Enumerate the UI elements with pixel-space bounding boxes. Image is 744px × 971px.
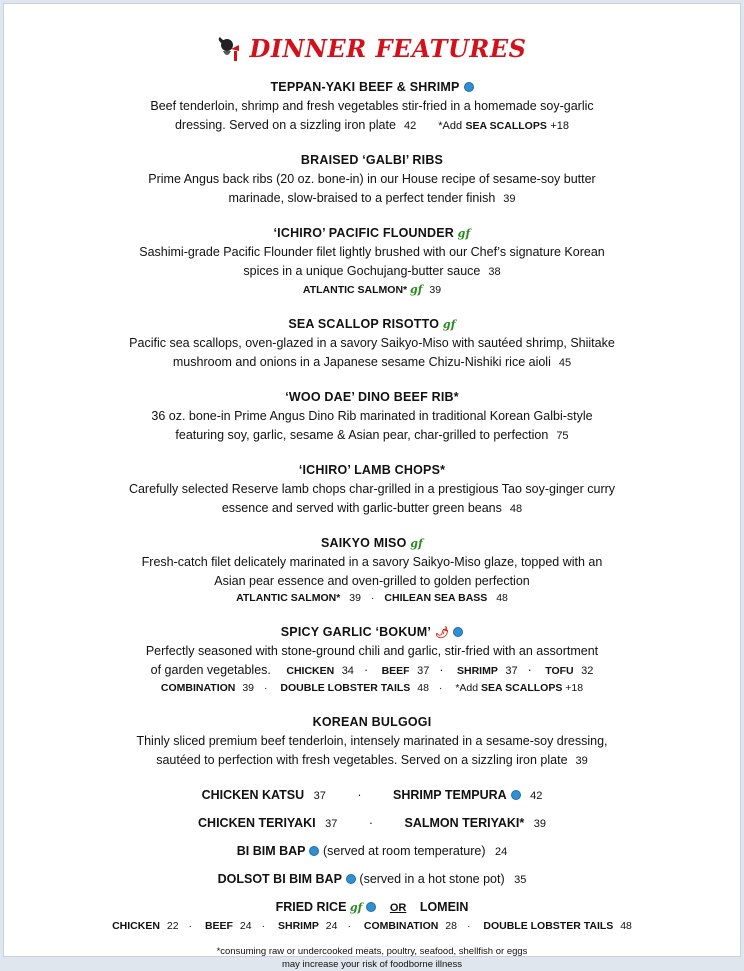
menu-item xyxy=(4,226,740,299)
item-name: CHICKEN KATSU xyxy=(201,788,305,802)
fried-rice-row xyxy=(4,900,740,914)
choice-price: 37 xyxy=(505,664,518,677)
item-desc: Fresh-catch filet delicately marinated in a savory Saikyo-Miso glaze, topped with an xyxy=(141,555,603,569)
gluten-free-mark: gf xyxy=(457,227,471,240)
choice-name: COMBINATION xyxy=(160,682,236,694)
option-name: ATLANTIC SALMON* xyxy=(236,592,341,604)
noodle-bowl-icon xyxy=(366,902,376,912)
option-price: 39 xyxy=(429,284,442,296)
addon-item: SEA SCALLOPS xyxy=(481,682,563,694)
menu-item xyxy=(4,80,740,135)
item-name: ‘WOO DAE’ DINO BEEF RIB* xyxy=(285,390,459,404)
item-desc: featuring soy, garlic, sesame & Asian pear, char-grilled to perfection xyxy=(175,427,549,442)
separator-dot: · xyxy=(363,662,369,677)
menu-item xyxy=(4,715,740,770)
item-name: BRAISED ‘GALBI’ RIBS xyxy=(300,153,444,167)
choice-price: 28 xyxy=(445,920,457,932)
pair-row xyxy=(4,788,740,802)
separator-dot: · xyxy=(527,662,532,677)
gluten-free-mark: gf xyxy=(410,537,424,550)
item-price: 38 xyxy=(488,265,501,278)
choice-name: SHRIMP xyxy=(278,920,319,932)
noodle-bowl-icon xyxy=(511,790,521,800)
item-note: (served at room temperature) xyxy=(322,844,486,858)
addon-label: *Add xyxy=(455,682,479,694)
option-price: 39 xyxy=(349,592,361,604)
choice-name: TOFU xyxy=(545,664,574,677)
menu-item xyxy=(4,625,740,697)
item-price: 42 xyxy=(403,119,417,132)
item-price: 75 xyxy=(556,429,569,442)
item-desc: sautéed to perfection with fresh vegetables. Served on a sizzling iron plate xyxy=(156,752,568,767)
menu-item xyxy=(4,536,740,607)
fried-choices xyxy=(4,918,740,935)
chef-logo-icon xyxy=(217,35,243,63)
item-name: SPICY GARLIC ‘BOKUM’ xyxy=(280,625,432,639)
item-desc: Asian pear essence and oven-grilled to golden perfection xyxy=(214,573,530,588)
item-name: ‘ICHIRO’ LAMB CHOPS* xyxy=(298,463,446,477)
item-name: SALMON TERIYAKI* xyxy=(404,816,525,830)
item-name: SHRIMP TEMPURA xyxy=(393,788,507,802)
item-desc: of garden vegetables. xyxy=(150,662,271,677)
item-name: BI BIM BAP xyxy=(236,844,306,858)
choice-price: 48 xyxy=(620,920,632,932)
item-price: 37 xyxy=(313,790,326,802)
item-note: (served in a hot stone pot) xyxy=(359,872,505,886)
separator-dot: · xyxy=(438,682,443,694)
item-desc: mushroom and onions in a Japanese sesame Chizu-Nishiki rice aioli xyxy=(172,354,551,369)
choice-price: 32 xyxy=(581,664,594,677)
option-name: ATLANTIC SALMON* xyxy=(302,284,408,296)
choice-name: SHRIMP xyxy=(457,664,498,677)
item-desc: Perfectly seasoned with stone-ground chili and garlic, stir-fried with an assortment xyxy=(145,644,599,658)
option-price: 48 xyxy=(496,592,508,604)
footnote xyxy=(4,945,740,971)
bibimbap-row xyxy=(4,844,740,858)
item-name: SEA SCALLOP RISOTTO xyxy=(288,317,440,331)
item-price: 35 xyxy=(514,874,527,886)
item-desc: Pacific sea scallops, oven-glazed in a savory Saikyo-Miso with sautéed shrimp, Shiitake xyxy=(129,336,615,350)
noodle-bowl-icon xyxy=(346,874,356,884)
menu-item xyxy=(4,317,740,372)
separator-dot: · xyxy=(357,788,362,802)
item-desc: essence and served with garlic-butter green beans xyxy=(221,500,502,515)
item-desc: spices in a unique Gochujang-butter sauce xyxy=(243,263,481,278)
menu-page xyxy=(3,3,741,970)
item-desc: 36 oz. bone-in Prime Angus Dino Rib marinated in traditional Korean Galbi-style xyxy=(151,409,593,423)
title-group xyxy=(217,34,526,63)
item-desc: Carefully selected Reserve lamb chops char-grilled in a prestigious Tao soy-ginger curry xyxy=(128,482,616,496)
choice-name: BEEF xyxy=(381,664,410,677)
menu-header xyxy=(4,34,740,68)
choice-name: DOUBLE LOBSTER TAILS xyxy=(483,920,614,932)
choice-price: 48 xyxy=(417,682,429,694)
item-desc: Beef tenderloin, shrimp and fresh vegetables stir-fried in a homemade soy-garlic xyxy=(150,99,594,113)
noodle-bowl-icon xyxy=(464,82,474,92)
menu-item xyxy=(4,463,740,518)
noodle-bowl-icon xyxy=(309,846,319,856)
dolsot-row xyxy=(4,872,740,886)
separator-dot: · xyxy=(347,920,351,932)
item-desc: marinade, slow-braised to a perfect tender finish xyxy=(228,190,496,205)
item-price: 39 xyxy=(533,818,546,830)
chili-pepper-icon: 🌶 xyxy=(435,627,450,639)
menu-content xyxy=(4,80,740,971)
item-desc: Prime Angus back ribs (20 oz. bone-in) in our House recipe of sesame-soy butter xyxy=(148,172,596,186)
footnote-line: *consuming raw or undercooked meats, poultry, seafood, shellfish or eggs xyxy=(216,946,528,957)
item-name: SAIKYO MISO xyxy=(320,536,407,550)
addon-label: *Add xyxy=(438,119,463,132)
item-name: DOLSOT BI BIM BAP xyxy=(217,872,342,886)
choice-price: 37 xyxy=(417,664,430,677)
menu-item xyxy=(4,390,740,445)
noodle-bowl-icon xyxy=(453,627,463,637)
item-name: ‘ICHIRO’ PACIFIC FLOUNDER xyxy=(273,226,454,240)
choice-name: DOUBLE LOBSTER TAILS xyxy=(280,682,411,694)
page-title: DINNER FEATURES xyxy=(249,34,527,63)
item-price: 42 xyxy=(530,790,543,802)
item-price: 37 xyxy=(325,818,338,830)
gluten-free-mark: gf xyxy=(410,283,423,296)
addon-price: +18 xyxy=(565,682,584,694)
or-label: OR xyxy=(389,902,407,914)
item-name: FRIED RICE xyxy=(275,900,347,914)
separator-dot: · xyxy=(466,920,471,932)
addon-price: +18 xyxy=(550,119,569,132)
choice-price: 39 xyxy=(242,682,254,694)
choice-name: COMBINATION xyxy=(363,920,439,932)
menu-item xyxy=(4,153,740,208)
item-price: 24 xyxy=(495,846,508,858)
separator-dot: · xyxy=(261,920,266,932)
item-price: 45 xyxy=(558,356,572,369)
gluten-free-mark: gf xyxy=(349,901,363,914)
choice-name: CHICKEN xyxy=(286,664,335,677)
choice-price: 22 xyxy=(166,920,179,932)
item-desc: Sashimi-grade Pacific Flounder filet lightly brushed with our Chef’s signature Korean xyxy=(139,245,605,259)
choice-name: BEEF xyxy=(204,920,233,932)
separator-dot: · xyxy=(368,816,374,830)
choice-name: CHICKEN xyxy=(112,920,160,932)
separator-dot: · xyxy=(370,592,375,604)
item-name: CHICKEN TERIYAKI xyxy=(198,816,316,830)
separator-dot: · xyxy=(439,662,444,677)
addon-item: SEA SCALLOPS xyxy=(465,119,547,132)
gluten-free-mark: gf xyxy=(442,318,456,331)
choice-price: 34 xyxy=(341,664,354,677)
item-price: 39 xyxy=(575,754,588,767)
choice-price: 24 xyxy=(239,920,252,932)
item-desc: Thinly sliced premium beef tenderloin, intensely marinated in a sesame-soy dressing, xyxy=(136,734,608,748)
item-desc: dressing. Served on a sizzling iron plate xyxy=(174,117,396,132)
item-name: KOREAN BULGOGI xyxy=(312,715,432,729)
item-price: 48 xyxy=(509,502,523,515)
separator-dot: · xyxy=(264,682,268,694)
footnote-line: may increase your risk of foodborne illness xyxy=(281,959,463,970)
option-name: CHILEAN SEA BASS xyxy=(384,592,488,604)
pair-row xyxy=(4,816,740,830)
choice-price: 24 xyxy=(325,920,338,932)
item-price: 39 xyxy=(503,192,516,205)
separator-dot: · xyxy=(188,920,193,932)
item-name: TEPPAN-YAKI BEEF & SHRIMP xyxy=(270,80,460,94)
item-name: LOMEIN xyxy=(419,900,469,914)
